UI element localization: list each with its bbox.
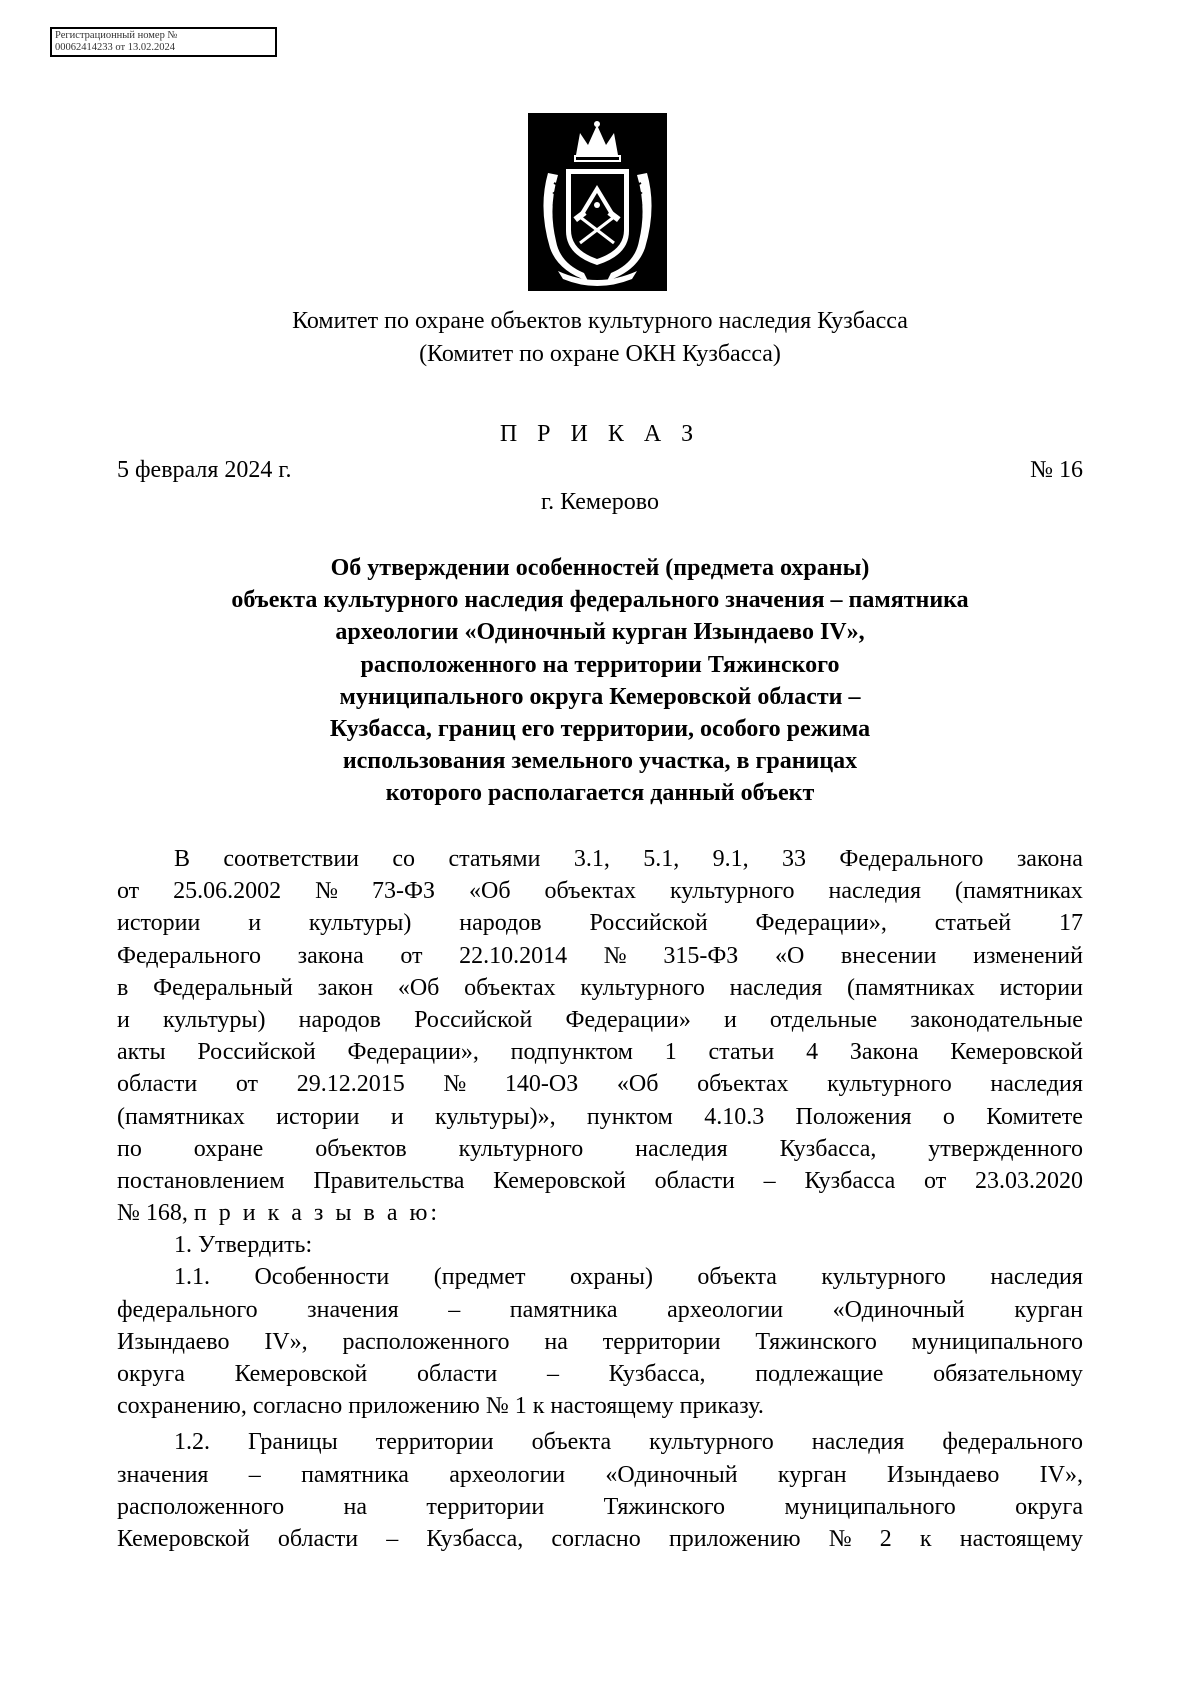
word: 9.1, — [712, 846, 749, 872]
word: Федерации», — [347, 1039, 479, 1066]
word: В — [174, 846, 191, 872]
word: к — [919, 1525, 932, 1552]
word: Кузбасса — [804, 1167, 896, 1194]
word: археологии — [667, 1296, 784, 1323]
word: 1 — [664, 1039, 677, 1066]
word: на — [544, 1328, 568, 1355]
word: объектов — [315, 1135, 407, 1162]
title-line: которого располагается данный объект — [385, 780, 815, 807]
word: Закона — [849, 1039, 919, 1066]
word: истории — [117, 910, 201, 937]
document-body — [117, 843, 1083, 1555]
word: закона — [297, 942, 364, 969]
word: (памятниках — [847, 974, 975, 1001]
order-number: № 16 — [1030, 457, 1083, 483]
word: культурного — [649, 1429, 774, 1456]
word: согласно — [551, 1525, 641, 1552]
word: культуры) — [308, 910, 412, 937]
item-1-1-last-line: сохранению, согласно приложению № 1 к настоящему приказу. — [117, 1393, 764, 1420]
word: № — [315, 878, 339, 905]
word: Федерации» — [565, 1006, 691, 1033]
word: территории — [602, 1328, 721, 1355]
word: области — [277, 1525, 359, 1552]
word: изменений — [973, 942, 1083, 969]
word: и — [248, 910, 262, 937]
word: «Об — [397, 974, 440, 1001]
word: № — [603, 942, 627, 969]
text-line — [117, 1358, 1083, 1390]
text-line — [117, 1426, 1083, 1458]
word: статьями — [448, 846, 541, 872]
word: расположенного — [342, 1328, 510, 1355]
word: культурного — [821, 1264, 946, 1291]
organization-name: Комитет по охране объектов культурного наследия Кузбасса — [292, 308, 908, 334]
word: Кузбасса, — [608, 1361, 706, 1387]
word: памятника — [509, 1296, 618, 1323]
word: культурного — [580, 974, 705, 1001]
word: Российской — [414, 1006, 533, 1033]
text-line — [117, 940, 1083, 972]
word: объектах — [697, 1071, 789, 1098]
word: наследия — [990, 1071, 1083, 1098]
word: 17 — [1058, 910, 1083, 937]
word: наследия — [729, 974, 823, 1001]
word: Тяжинского — [755, 1328, 877, 1355]
word: Российской — [589, 910, 708, 937]
word: и — [723, 1006, 737, 1033]
word: 29.12.2015 — [296, 1071, 405, 1098]
word: объектах — [544, 878, 636, 905]
text-line — [117, 1459, 1083, 1491]
item-1-2-paragraph — [117, 1426, 1083, 1555]
word: «Одиночный — [605, 1461, 738, 1488]
word: курган — [777, 1461, 847, 1488]
word: муниципального — [784, 1493, 956, 1520]
word: – — [448, 1296, 461, 1323]
word: статьи — [708, 1039, 775, 1066]
word: подпунктом — [510, 1039, 633, 1066]
word: культурного — [827, 1071, 952, 1098]
word: и — [117, 1006, 130, 1033]
word: памятника — [301, 1461, 409, 1488]
word: от — [400, 942, 423, 969]
word: курган — [1014, 1296, 1083, 1323]
title-line: использования земельного участка, в границах — [342, 748, 858, 775]
document-type-heading: П Р И К А З — [499, 421, 701, 447]
word: соответствии — [223, 846, 360, 872]
word: 5.1, — [643, 846, 680, 872]
word: Федерального — [839, 846, 984, 872]
title-line: Кузбасса, границ его территории, особого режима — [329, 716, 871, 743]
text-line — [117, 1133, 1083, 1165]
word: настоящему — [959, 1525, 1083, 1552]
word: от — [117, 878, 140, 905]
word: статьей — [934, 910, 1012, 937]
text-line — [117, 1523, 1083, 1555]
word: «Об — [616, 1071, 659, 1098]
word: пунктом — [586, 1103, 673, 1130]
document-title — [117, 552, 1083, 810]
word: Тяжинского — [603, 1493, 726, 1520]
text-line — [117, 1068, 1083, 1100]
word: Особенности — [254, 1264, 390, 1291]
word: акты — [117, 1039, 166, 1066]
title-line: муниципального округа Кемеровской области – — [339, 683, 861, 710]
word: Положения — [795, 1103, 912, 1130]
preamble-last-line — [117, 1197, 1083, 1229]
word: IV», — [1039, 1461, 1083, 1488]
word: – — [248, 1461, 261, 1488]
word: наследия — [828, 878, 922, 905]
word: культурного — [669, 878, 795, 905]
word: округа — [1015, 1493, 1083, 1520]
word: территории — [375, 1429, 494, 1456]
word: законодательные — [910, 1006, 1083, 1033]
word: охраны) — [569, 1264, 653, 1291]
word: постановлением — [117, 1167, 285, 1194]
organization-short-name: (Комитет по охране ОКН Кузбасса) — [419, 341, 781, 367]
word: культуры) — [162, 1006, 266, 1033]
word: закон — [317, 974, 374, 1001]
word: № — [443, 1071, 467, 1098]
word: Границы — [248, 1429, 338, 1456]
word: – — [386, 1525, 399, 1552]
word: Правительства — [313, 1167, 465, 1194]
word: Кемеровской — [493, 1167, 626, 1194]
word: наследия — [635, 1135, 728, 1162]
text-line — [117, 1326, 1083, 1358]
word: объекта — [531, 1429, 612, 1456]
word: на — [343, 1493, 367, 1520]
order-verb: п р и к а з ы в а ю: — [193, 1200, 441, 1227]
word: в — [117, 974, 129, 1001]
word: Кузбасса, — [779, 1135, 877, 1162]
preamble-paragraph — [117, 843, 1083, 1197]
word: области — [654, 1167, 735, 1194]
coat-of-arms-emblem — [528, 113, 667, 291]
word: Кемеровской — [117, 1525, 250, 1552]
word: 73-ФЗ — [372, 878, 436, 905]
word: 2 — [879, 1525, 892, 1552]
word: (памятниках — [117, 1103, 245, 1130]
title-line: Об утверждении особенностей (предмета охраны) — [330, 555, 870, 581]
word: от — [235, 1071, 259, 1098]
word: объекта — [697, 1264, 777, 1291]
word: 33 — [781, 846, 806, 872]
word: области — [117, 1071, 198, 1098]
word: (предмет — [433, 1264, 526, 1291]
word: № — [828, 1525, 852, 1552]
text-line — [117, 1101, 1083, 1133]
word: федерального — [942, 1429, 1083, 1456]
word: 22.10.2014 — [459, 942, 568, 969]
word: IV», — [264, 1328, 308, 1355]
text-line — [117, 1491, 1083, 1523]
word: наследия — [990, 1264, 1083, 1291]
text-line — [117, 1261, 1083, 1293]
word: со — [392, 846, 416, 872]
word: (памятниках — [955, 878, 1083, 905]
word: 1.2. — [174, 1429, 210, 1456]
word: «Одиночный — [832, 1296, 965, 1323]
word: Российской — [197, 1039, 316, 1066]
registration-line-1: Регистрационный номер № — [55, 30, 178, 41]
word: подлежащие — [755, 1361, 884, 1387]
text-line — [117, 1294, 1083, 1326]
word: внесении — [840, 942, 937, 969]
title-line: объекта культурного наследия федерального значения – памятника — [231, 587, 969, 614]
word: 25.06.2002 — [173, 878, 282, 905]
word: от — [924, 1167, 947, 1194]
title-line: расположенного на территории Тяжинского — [360, 651, 840, 678]
text-line — [117, 1036, 1083, 1068]
word: истории — [276, 1103, 360, 1130]
order-city: г. Кемерово — [541, 489, 659, 515]
word: Кузбасса, — [426, 1525, 524, 1552]
word: и — [390, 1103, 404, 1130]
word: по — [117, 1135, 142, 1162]
word: народов — [298, 1006, 381, 1033]
word: Федерального — [117, 942, 262, 969]
item-1-1-paragraph — [117, 1261, 1083, 1390]
word: культуры)», — [435, 1103, 556, 1130]
word: истории — [999, 974, 1083, 1001]
registration-line-2: 00062414233 от 13.02.2024 — [55, 42, 175, 53]
word: объектах — [464, 974, 556, 1001]
word: Комитете — [986, 1103, 1083, 1130]
word: территории — [426, 1493, 545, 1520]
word: 140-ОЗ — [504, 1071, 579, 1098]
word: археологии — [449, 1461, 566, 1488]
word: Федерации», — [755, 910, 887, 937]
word: Кемеровской — [950, 1039, 1083, 1066]
word: приложению — [668, 1525, 801, 1552]
word: – — [763, 1167, 776, 1194]
text-line — [117, 972, 1083, 1004]
word: наследия — [811, 1429, 905, 1456]
word: закона — [1016, 846, 1083, 872]
order-number-ref: № 168, — [117, 1200, 194, 1227]
word: – — [546, 1361, 559, 1387]
word: 23.03.2020 — [974, 1167, 1083, 1194]
word: утвержденного — [928, 1135, 1083, 1162]
word: расположенного — [117, 1493, 285, 1520]
word: области — [417, 1361, 498, 1387]
word: Кемеровской — [234, 1361, 368, 1387]
text-line — [117, 1004, 1083, 1036]
word: народов — [459, 910, 542, 937]
word: 3.1, — [573, 846, 610, 872]
text-line — [117, 1165, 1083, 1197]
word: муниципального — [911, 1328, 1083, 1355]
text-line — [117, 875, 1083, 907]
item-1: 1. Утвердить: — [174, 1232, 313, 1259]
registration-stamp — [50, 27, 277, 57]
word: 4 — [806, 1039, 819, 1066]
word: Федеральный — [153, 974, 293, 1001]
word: о — [942, 1103, 955, 1130]
word: Изындаево — [886, 1461, 1000, 1488]
word: 315-ФЗ — [663, 942, 739, 969]
word: обязательному — [933, 1361, 1083, 1387]
word: округа — [117, 1361, 185, 1387]
text-line — [117, 907, 1083, 939]
word: 4.10.3 — [704, 1103, 765, 1130]
word: «Об — [469, 878, 511, 905]
word: «О — [774, 942, 805, 969]
title-line: археологии «Одиночный курган Изындаево IV», — [335, 619, 865, 646]
text-line — [117, 843, 1083, 875]
order-date: 5 февраля 2024 г. — [117, 457, 292, 483]
word: Изындаево — [117, 1328, 230, 1355]
word: охране — [193, 1135, 264, 1162]
word: значения — [307, 1296, 399, 1323]
word: значения — [117, 1461, 209, 1488]
word: культурного — [458, 1135, 584, 1162]
word: федерального — [117, 1296, 258, 1323]
word: отдельные — [769, 1006, 878, 1033]
word: 1.1. — [174, 1264, 210, 1291]
